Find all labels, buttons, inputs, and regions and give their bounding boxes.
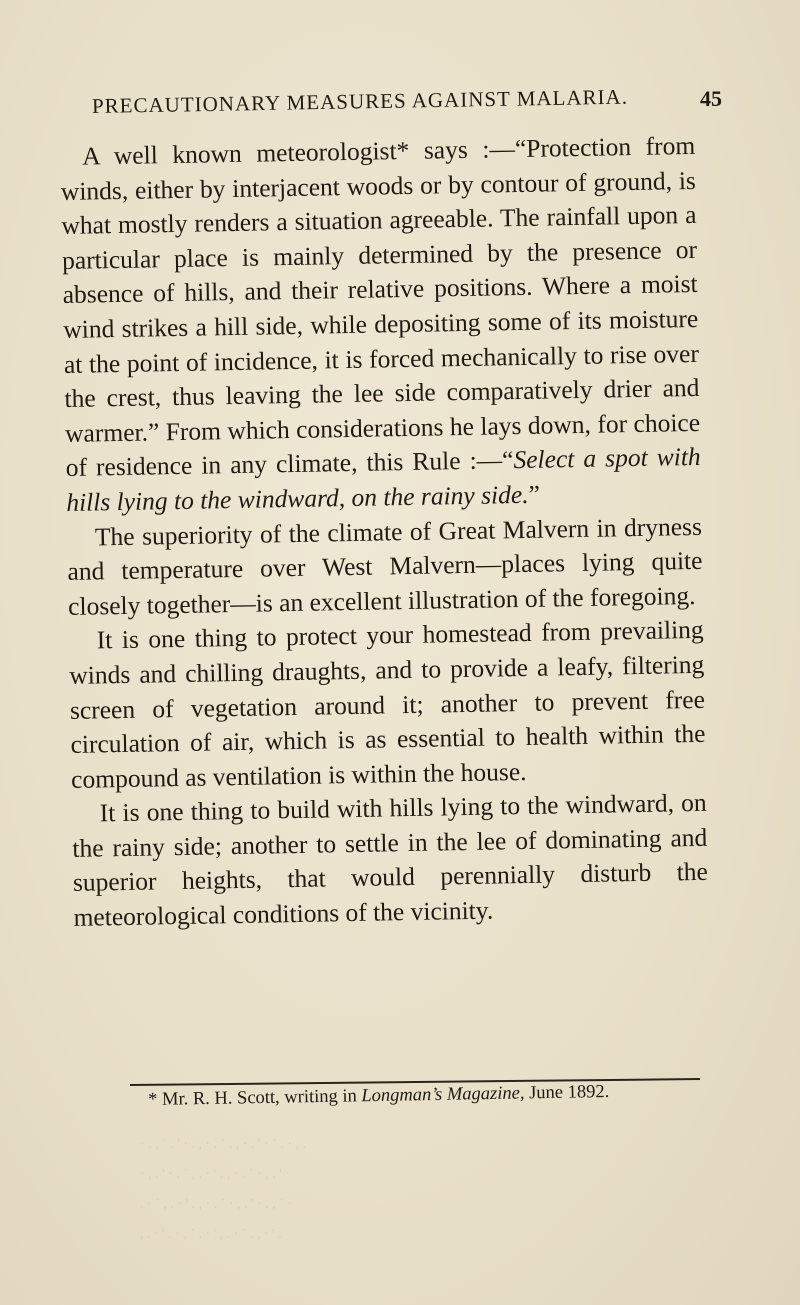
page-number: 45: [700, 86, 722, 111]
footnote: [148, 1082, 609, 1111]
paragraph-1-close-quote: ”: [528, 479, 541, 509]
footnote-text: Mr. R. H. Scott, writing in: [161, 1086, 362, 1110]
paragraph-3: It is one thing to protect your homestead from prevailing winds and chilling draughts, and to provide a leafy, filtering screen of vegetation around it; another to prevent free circulation of air, which is as essential to health within the compound as ventilation is within the house.: [69, 615, 706, 794]
footnote-marker: *: [148, 1089, 158, 1110]
page-header: [91, 84, 722, 134]
show-through-texture: · . , ˙ . ' · . , · . ˙ . , · . ' · ˙ . · , . · , . ' · . ˙ , . · ' . , · . ˙ · , . ' · . · ˙ , . · ' . , · . ˙ · , . ' · . , ˙ · , . · ' . · , ˙ . · ' , . · ˙ . , · ' .: [140, 1137, 307, 1242]
paragraph-1: [60, 129, 702, 521]
paragraph-2: The superiority of the climate of Great Malvern in dryness and temperature over West Malvern—places lying quite closely together—is an excellent illustration of the foregoing.: [67, 511, 703, 621]
paragraph-1-text: A well known meteorologist* says :—“Protection from winds, either by interjacent woods or by contour of ground, is what mostly renders a situation agreeable. The rainfall upon a particular place is mainly determined by the presence or absence of hills, and their relative positions. Where a moist wind strikes a hill side, while depositing some of its moisture at the point of incidence, it is forced mechanically to rise over the crest, thus leaving the lee side comparatively drier and warmer.” From which considerations he lays down, for choice of residence in any climate, this Rule :—“: [60, 130, 701, 483]
footnote-italic: Longman’s Magazine,: [361, 1083, 525, 1107]
body-text: [60, 129, 709, 936]
running-head: PRECAUTIONARY MEASURES AGAINST MALARIA.: [91, 84, 629, 118]
paragraph-4: It is one thing to build with hills lying to the windward, on the rainy side; another to settle in the lee of dominating and superior heights, that would perennially disturb the meteorological conditions of the vicinity.: [72, 788, 709, 932]
footnote-date: June 1892.: [524, 1081, 610, 1104]
paragraph-1-italic-rule: Select a spot with hills lying to the windward, on the rainy side.: [66, 442, 701, 517]
